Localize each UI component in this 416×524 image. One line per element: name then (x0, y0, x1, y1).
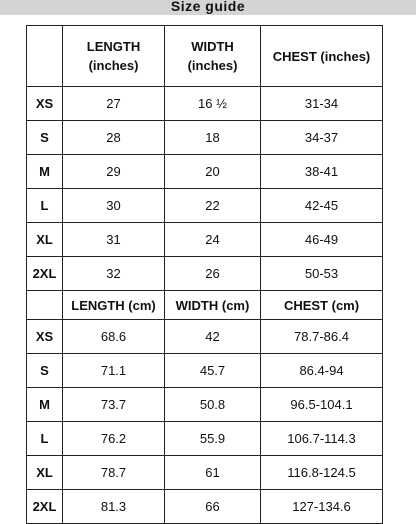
size-label: M (27, 155, 63, 189)
length-value: 31 (63, 223, 165, 257)
length-value: 76.2 (63, 422, 165, 456)
length-value: 28 (63, 121, 165, 155)
chest-value: 38-41 (261, 155, 383, 189)
chest-value: 96.5-104.1 (261, 388, 383, 422)
width-cm-header: WIDTH (cm) (165, 291, 261, 320)
length-cm-header: LENGTH (cm) (63, 291, 165, 320)
chest-value: 34-37 (261, 121, 383, 155)
chest-value: 46-49 (261, 223, 383, 257)
width-value: 45.7 (165, 354, 261, 388)
inches-header-row (27, 26, 383, 87)
size-label: XL (27, 456, 63, 490)
table-row (27, 223, 383, 257)
length-value: 30 (63, 189, 165, 223)
width-value: 42 (165, 320, 261, 354)
width-value: 26 (165, 257, 261, 291)
chest-value: 42-45 (261, 189, 383, 223)
size-label: 2XL (27, 490, 63, 524)
chest-value: 106.7-114.3 (261, 422, 383, 456)
table-row (27, 87, 383, 121)
table-row (27, 422, 383, 456)
width-value: 66 (165, 490, 261, 524)
chest-inches-header: CHEST (inches) (261, 26, 383, 87)
size-label: XS (27, 320, 63, 354)
width-value: 20 (165, 155, 261, 189)
table-row (27, 121, 383, 155)
table-row (27, 354, 383, 388)
chest-value: 86.4-94 (261, 354, 383, 388)
size-label: L (27, 189, 63, 223)
chest-value: 116.8-124.5 (261, 456, 383, 490)
chest-cm-header: CHEST (cm) (261, 291, 383, 320)
table-row (27, 155, 383, 189)
size-label: 2XL (27, 257, 63, 291)
width-inches-header: WIDTH (inches) (165, 26, 261, 87)
length-value: 29 (63, 155, 165, 189)
width-value: 18 (165, 121, 261, 155)
length-value: 32 (63, 257, 165, 291)
size-label: L (27, 422, 63, 456)
table-row (27, 490, 383, 524)
length-value: 71.1 (63, 354, 165, 388)
table-row (27, 189, 383, 223)
length-value: 68.6 (63, 320, 165, 354)
table-row (27, 456, 383, 490)
cm-header-row (27, 291, 383, 320)
size-label: S (27, 121, 63, 155)
size-label: M (27, 388, 63, 422)
table-row (27, 388, 383, 422)
size-column-header (27, 26, 63, 87)
table-row (27, 320, 383, 354)
width-value: 50.8 (165, 388, 261, 422)
length-value: 78.7 (63, 456, 165, 490)
chest-value: 78.7-86.4 (261, 320, 383, 354)
length-value: 73.7 (63, 388, 165, 422)
width-value: 55.9 (165, 422, 261, 456)
table-row (27, 257, 383, 291)
size-label: S (27, 354, 63, 388)
width-value: 24 (165, 223, 261, 257)
size-column-header (27, 291, 63, 320)
width-value: 16 ½ (165, 87, 261, 121)
size-label: XL (27, 223, 63, 257)
page-title: Size guide (170, 0, 246, 14)
title-banner (0, 0, 416, 15)
chest-value: 31-34 (261, 87, 383, 121)
width-value: 22 (165, 189, 261, 223)
chest-value: 127-134.6 (261, 490, 383, 524)
size-label: XS (27, 87, 63, 121)
length-inches-header: LENGTH (inches) (63, 26, 165, 87)
length-value: 27 (63, 87, 165, 121)
chest-value: 50-53 (261, 257, 383, 291)
width-value: 61 (165, 456, 261, 490)
length-value: 81.3 (63, 490, 165, 524)
size-guide-table (26, 25, 383, 524)
